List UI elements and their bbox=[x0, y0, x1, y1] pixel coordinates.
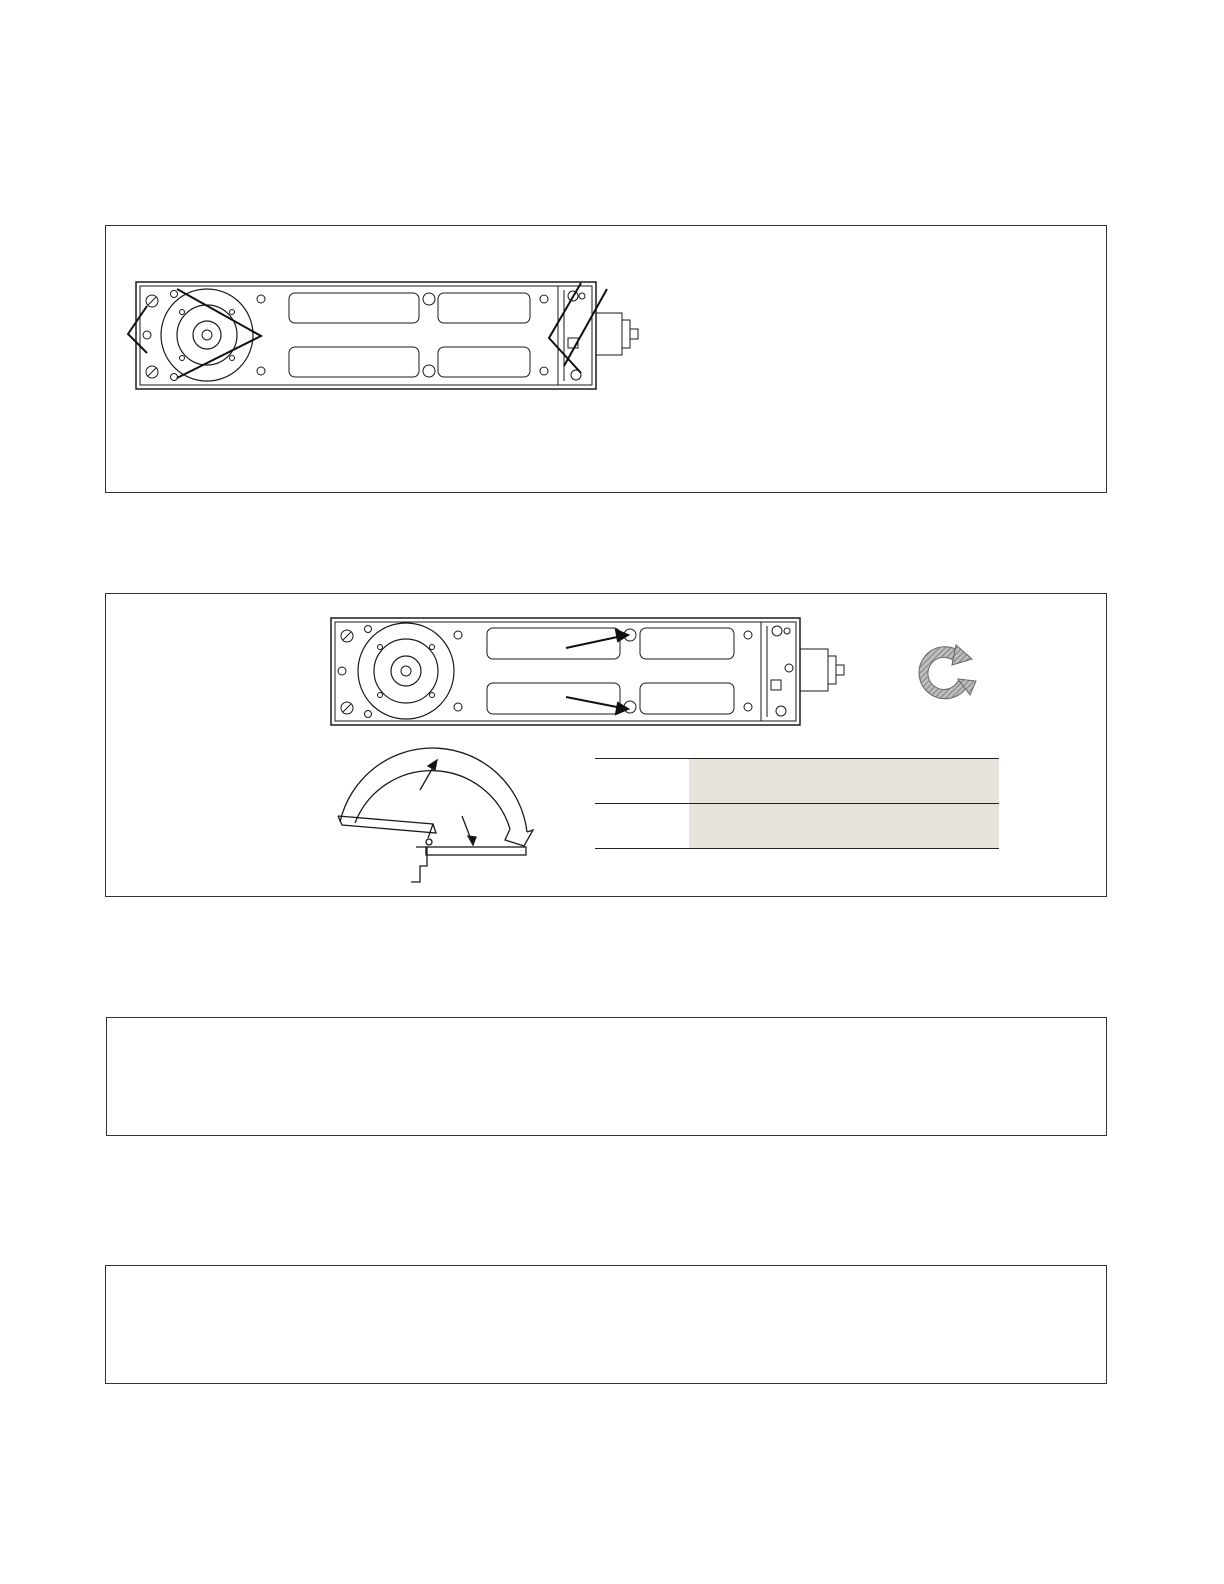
clockwise-rotate-icon bbox=[919, 645, 976, 699]
door-swing-diagram bbox=[338, 748, 533, 882]
table-cell-value bbox=[689, 804, 999, 849]
figure-panel-1 bbox=[105, 225, 1107, 493]
figure-panel-2 bbox=[105, 593, 1107, 897]
table-cell-key bbox=[595, 804, 689, 849]
table-cell-value bbox=[689, 759, 999, 804]
floor-closer-drawing-1 bbox=[106, 226, 1108, 494]
adjustment-table bbox=[595, 758, 999, 849]
pointer-arrow-icon bbox=[566, 630, 628, 714]
figure-panel-4 bbox=[105, 1265, 1107, 1384]
table-cell-key bbox=[595, 759, 689, 804]
table-row bbox=[595, 804, 999, 849]
floor-closer-drawing-2 bbox=[106, 594, 1108, 898]
table-row bbox=[595, 759, 999, 804]
figure-panel-3 bbox=[106, 1017, 1107, 1136]
